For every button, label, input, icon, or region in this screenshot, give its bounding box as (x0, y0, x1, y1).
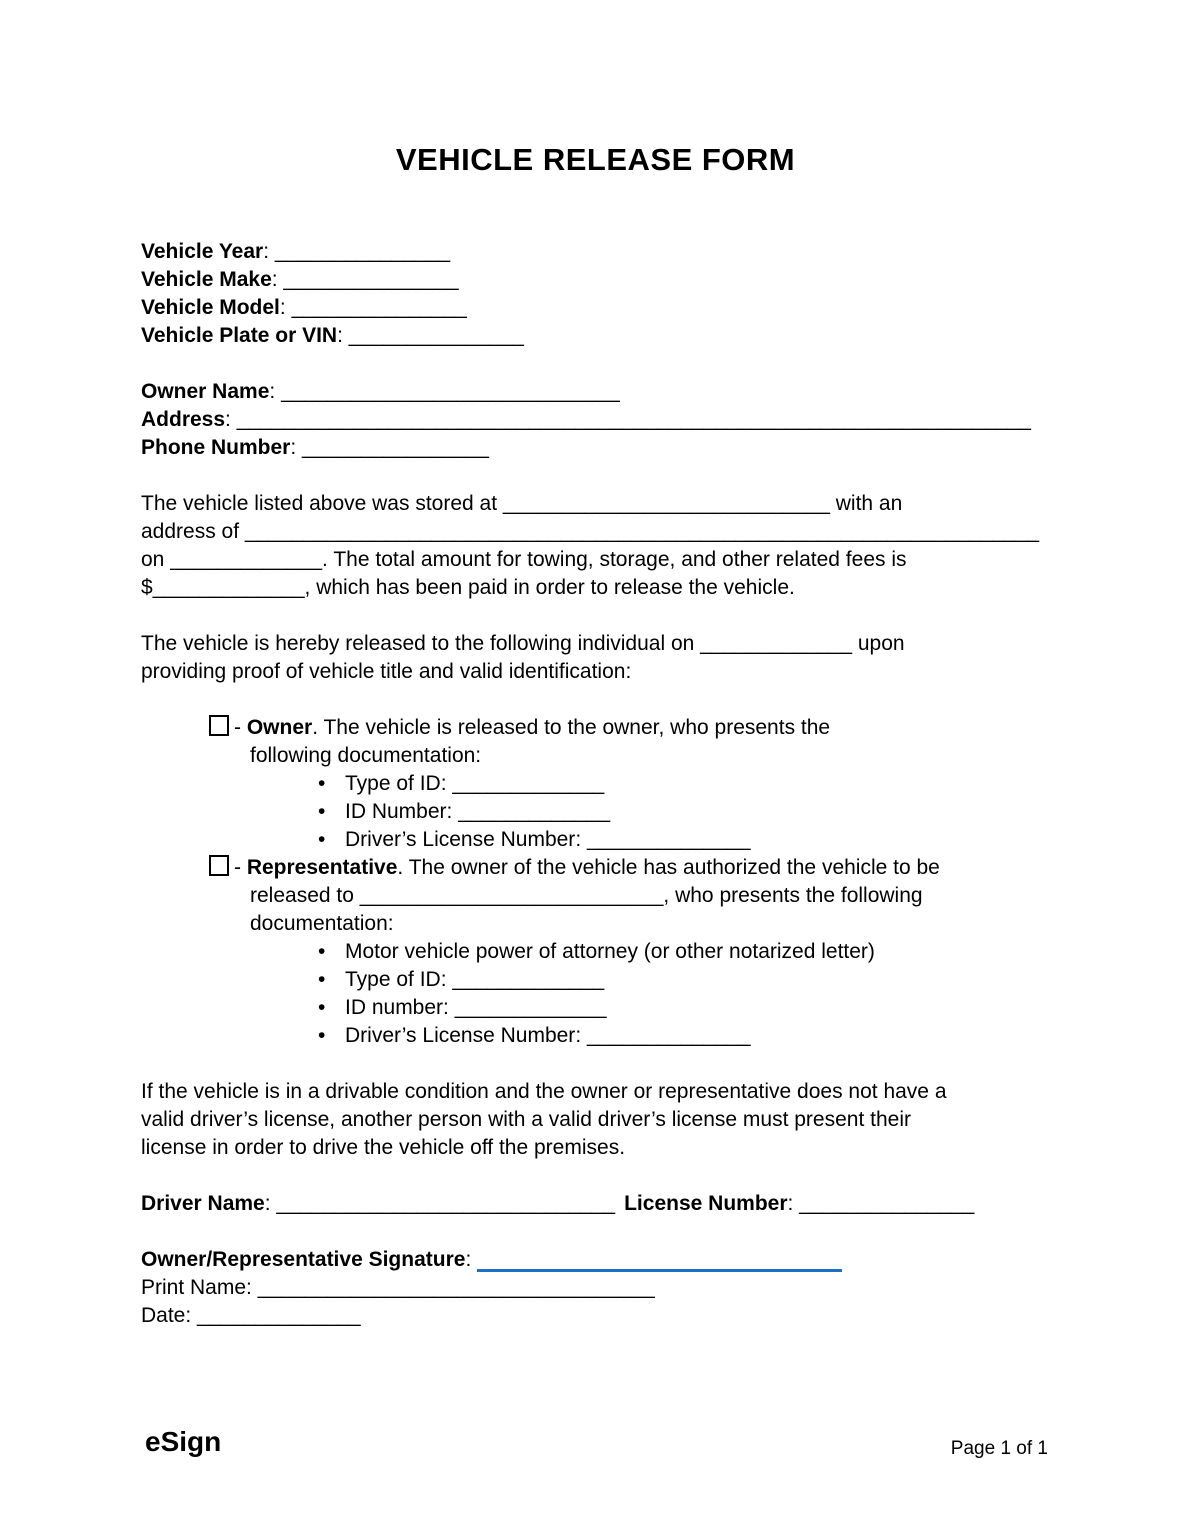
rep-bullet-id-number (141, 994, 1050, 1022)
field-label: Date (141, 1304, 186, 1327)
bullet-icon: • (318, 828, 326, 851)
dollar-sign: $ (141, 576, 153, 599)
release-line-2 (141, 658, 1050, 686)
release-options-list (141, 714, 1050, 1050)
release-paragraph (141, 630, 1050, 686)
blank-line: _____________ (452, 772, 605, 795)
colon: : (440, 968, 453, 991)
paragraph-text: valid driver’s license, another person with a valid driver’s license must present their (141, 1108, 911, 1131)
blank-line: ______________ (197, 1304, 361, 1327)
signature-row (141, 1246, 1050, 1274)
blank-line: _______________ (274, 240, 451, 263)
bullet-label: Driver’s License Number (345, 828, 576, 851)
colon: : (269, 380, 282, 403)
dash: - (234, 716, 247, 739)
colon: : (337, 324, 349, 347)
blank-line: __________________________________ (257, 1276, 655, 1299)
field-row-vehicle-year (141, 238, 1050, 266)
representative-option-wrap-2 (141, 910, 1050, 938)
bullet-icon: • (318, 772, 326, 795)
colon: : (446, 800, 459, 823)
blank-line: ________________ (302, 436, 489, 459)
blank-line: _______________ (291, 296, 467, 319)
paragraph-text: following documentation: (250, 744, 482, 767)
field-label: Vehicle Model (141, 296, 280, 319)
bullet-icon: • (318, 940, 326, 963)
representative-option-label: Representative (246, 856, 398, 879)
blank-line: __________________________ (359, 884, 664, 907)
driver-row (141, 1190, 1050, 1218)
owner-option-wrap (141, 742, 1050, 770)
bullet-icon: • (318, 800, 326, 823)
field-label: Driver Name (141, 1192, 265, 1215)
bullet-label: Motor vehicle power of attorney (or other notarized letter) (345, 940, 875, 963)
representative-option-wrap-1 (141, 882, 1050, 910)
page-number: Page 1 of 1 (950, 1438, 1048, 1459)
drivable-paragraph (141, 1078, 1050, 1162)
paragraph-text: on (141, 548, 171, 571)
paragraph-text: If the vehicle is in a drivable condition and the owner or representative does not have a (141, 1080, 947, 1103)
field-row-phone-number (141, 434, 1050, 462)
bullet-label: ID Number (345, 800, 447, 823)
storage-line-4 (141, 574, 1050, 602)
owner-option-label: Owner (246, 716, 313, 739)
blank-line: _______________ (799, 1192, 975, 1215)
colon: : (279, 296, 292, 319)
colon: : (225, 408, 237, 431)
colon: : (290, 436, 303, 459)
signature-section (141, 1246, 1050, 1330)
field-label: License Number (624, 1192, 788, 1215)
field-row-vehicle-plate-vin (141, 322, 1050, 350)
owner-bullet-type-of-id (141, 770, 1050, 798)
signature-line[interactable] (477, 1251, 842, 1272)
field-label: Address (141, 408, 226, 431)
storage-paragraph (141, 490, 1050, 602)
field-row-owner-name (141, 378, 1050, 406)
blank-line: _____________ (452, 968, 605, 991)
paragraph-text: released to (250, 884, 360, 907)
paragraph-text: license in order to drive the vehicle off the premises. (141, 1136, 626, 1159)
owner-fields-section (141, 378, 1050, 462)
paragraph-text: with an (829, 492, 903, 515)
blank-line: ______________ (586, 1024, 751, 1047)
field-label: Vehicle Make (141, 268, 272, 291)
blank-line: _______________ (283, 268, 459, 291)
field-label: Print Name (141, 1276, 247, 1299)
colon: : (443, 996, 455, 1019)
colon: : (264, 1192, 277, 1215)
rep-bullet-drivers-license (141, 1022, 1050, 1050)
blank-line: _____________________________ (281, 380, 620, 403)
rep-bullet-type-of-id (141, 966, 1050, 994)
field-label: Vehicle Plate or VIN (141, 324, 338, 347)
bullet-icon: • (318, 968, 326, 991)
colon: : (575, 828, 587, 851)
blank-line: _____________ (700, 632, 853, 655)
colon: : (787, 1192, 800, 1215)
blank-line: _____________________________ (276, 1192, 616, 1215)
bullet-label: Driver’s License Number (345, 1024, 576, 1047)
representative-checkbox[interactable] (209, 855, 229, 876)
vehicle-fields-section (141, 238, 1050, 350)
field-label: Owner/Representative Signature (141, 1248, 466, 1271)
blank-line: _____________ (458, 800, 611, 823)
print-name-row (141, 1274, 1050, 1302)
storage-line-1 (141, 490, 1050, 518)
blank-line: ____________________________ (502, 492, 830, 515)
storage-line-2 (141, 518, 1050, 546)
colon: : (271, 268, 284, 291)
field-label: Phone Number (141, 436, 291, 459)
colon: : (440, 772, 453, 795)
paragraph-text: . The total amount for towing, storage, and other related fees is (322, 548, 907, 571)
paragraph-text: upon (852, 632, 905, 655)
blank-line: ____________________________________________________________________ (244, 520, 1040, 543)
dash: - (234, 856, 247, 879)
driver-section (141, 1190, 1050, 1218)
paragraph-text: , which has been paid in order to release the vehicle. (304, 576, 795, 599)
blank-line: _______________ (348, 324, 524, 347)
field-label: Vehicle Year (141, 240, 264, 263)
paragraph-text: . The owner of the vehicle has authorized the vehicle to be (397, 856, 940, 879)
paragraph-text: , who presents the following (663, 884, 923, 907)
paragraph-text: address of (141, 520, 245, 543)
colon: : (465, 1248, 478, 1271)
colon: : (246, 1276, 258, 1299)
owner-option-row (141, 714, 1050, 742)
blank-line: _____________ (454, 996, 607, 1019)
bullet-label: Type of ID (345, 772, 441, 795)
representative-option-row (141, 854, 1050, 882)
drivable-line-1 (141, 1078, 1050, 1106)
rep-bullet-power-of-attorney (141, 938, 1050, 966)
owner-checkbox[interactable] (209, 715, 229, 736)
paragraph-text: providing proof of vehicle title and valid identification: (141, 660, 632, 683)
blank-line: _____________ (152, 576, 305, 599)
field-row-vehicle-make (141, 266, 1050, 294)
owner-bullet-id-number (141, 798, 1050, 826)
bullet-icon: • (318, 996, 326, 1019)
blank-line: ______________ (586, 828, 751, 851)
bullet-label: Type of ID (345, 968, 441, 991)
paragraph-text: . The vehicle is released to the owner, who presents the (312, 716, 831, 739)
date-row (141, 1302, 1050, 1330)
drivable-line-3 (141, 1134, 1050, 1162)
paragraph-text: The vehicle listed above was stored at (141, 492, 503, 515)
colon: : (263, 240, 275, 263)
drivable-line-2 (141, 1106, 1050, 1134)
owner-bullet-drivers-license (141, 826, 1050, 854)
esign-logo: eSign (145, 1426, 222, 1457)
page-title: VEHICLE RELEASE FORM (395, 142, 796, 177)
storage-line-3 (141, 546, 1050, 574)
field-label: Owner Name (141, 380, 270, 403)
bullet-icon: • (318, 1024, 326, 1047)
bullet-label: ID number (345, 996, 444, 1019)
colon: : (185, 1304, 198, 1327)
release-line-1 (141, 630, 1050, 658)
paragraph-text: documentation: (250, 912, 394, 935)
paragraph-text: The vehicle is hereby released to the following individual on (141, 632, 701, 655)
blank-line: _____________ (170, 548, 323, 571)
field-row-vehicle-model (141, 294, 1050, 322)
field-row-address (141, 406, 1050, 434)
colon: : (575, 1024, 587, 1047)
blank-line: ____________________________________________________________________ (236, 408, 1031, 431)
